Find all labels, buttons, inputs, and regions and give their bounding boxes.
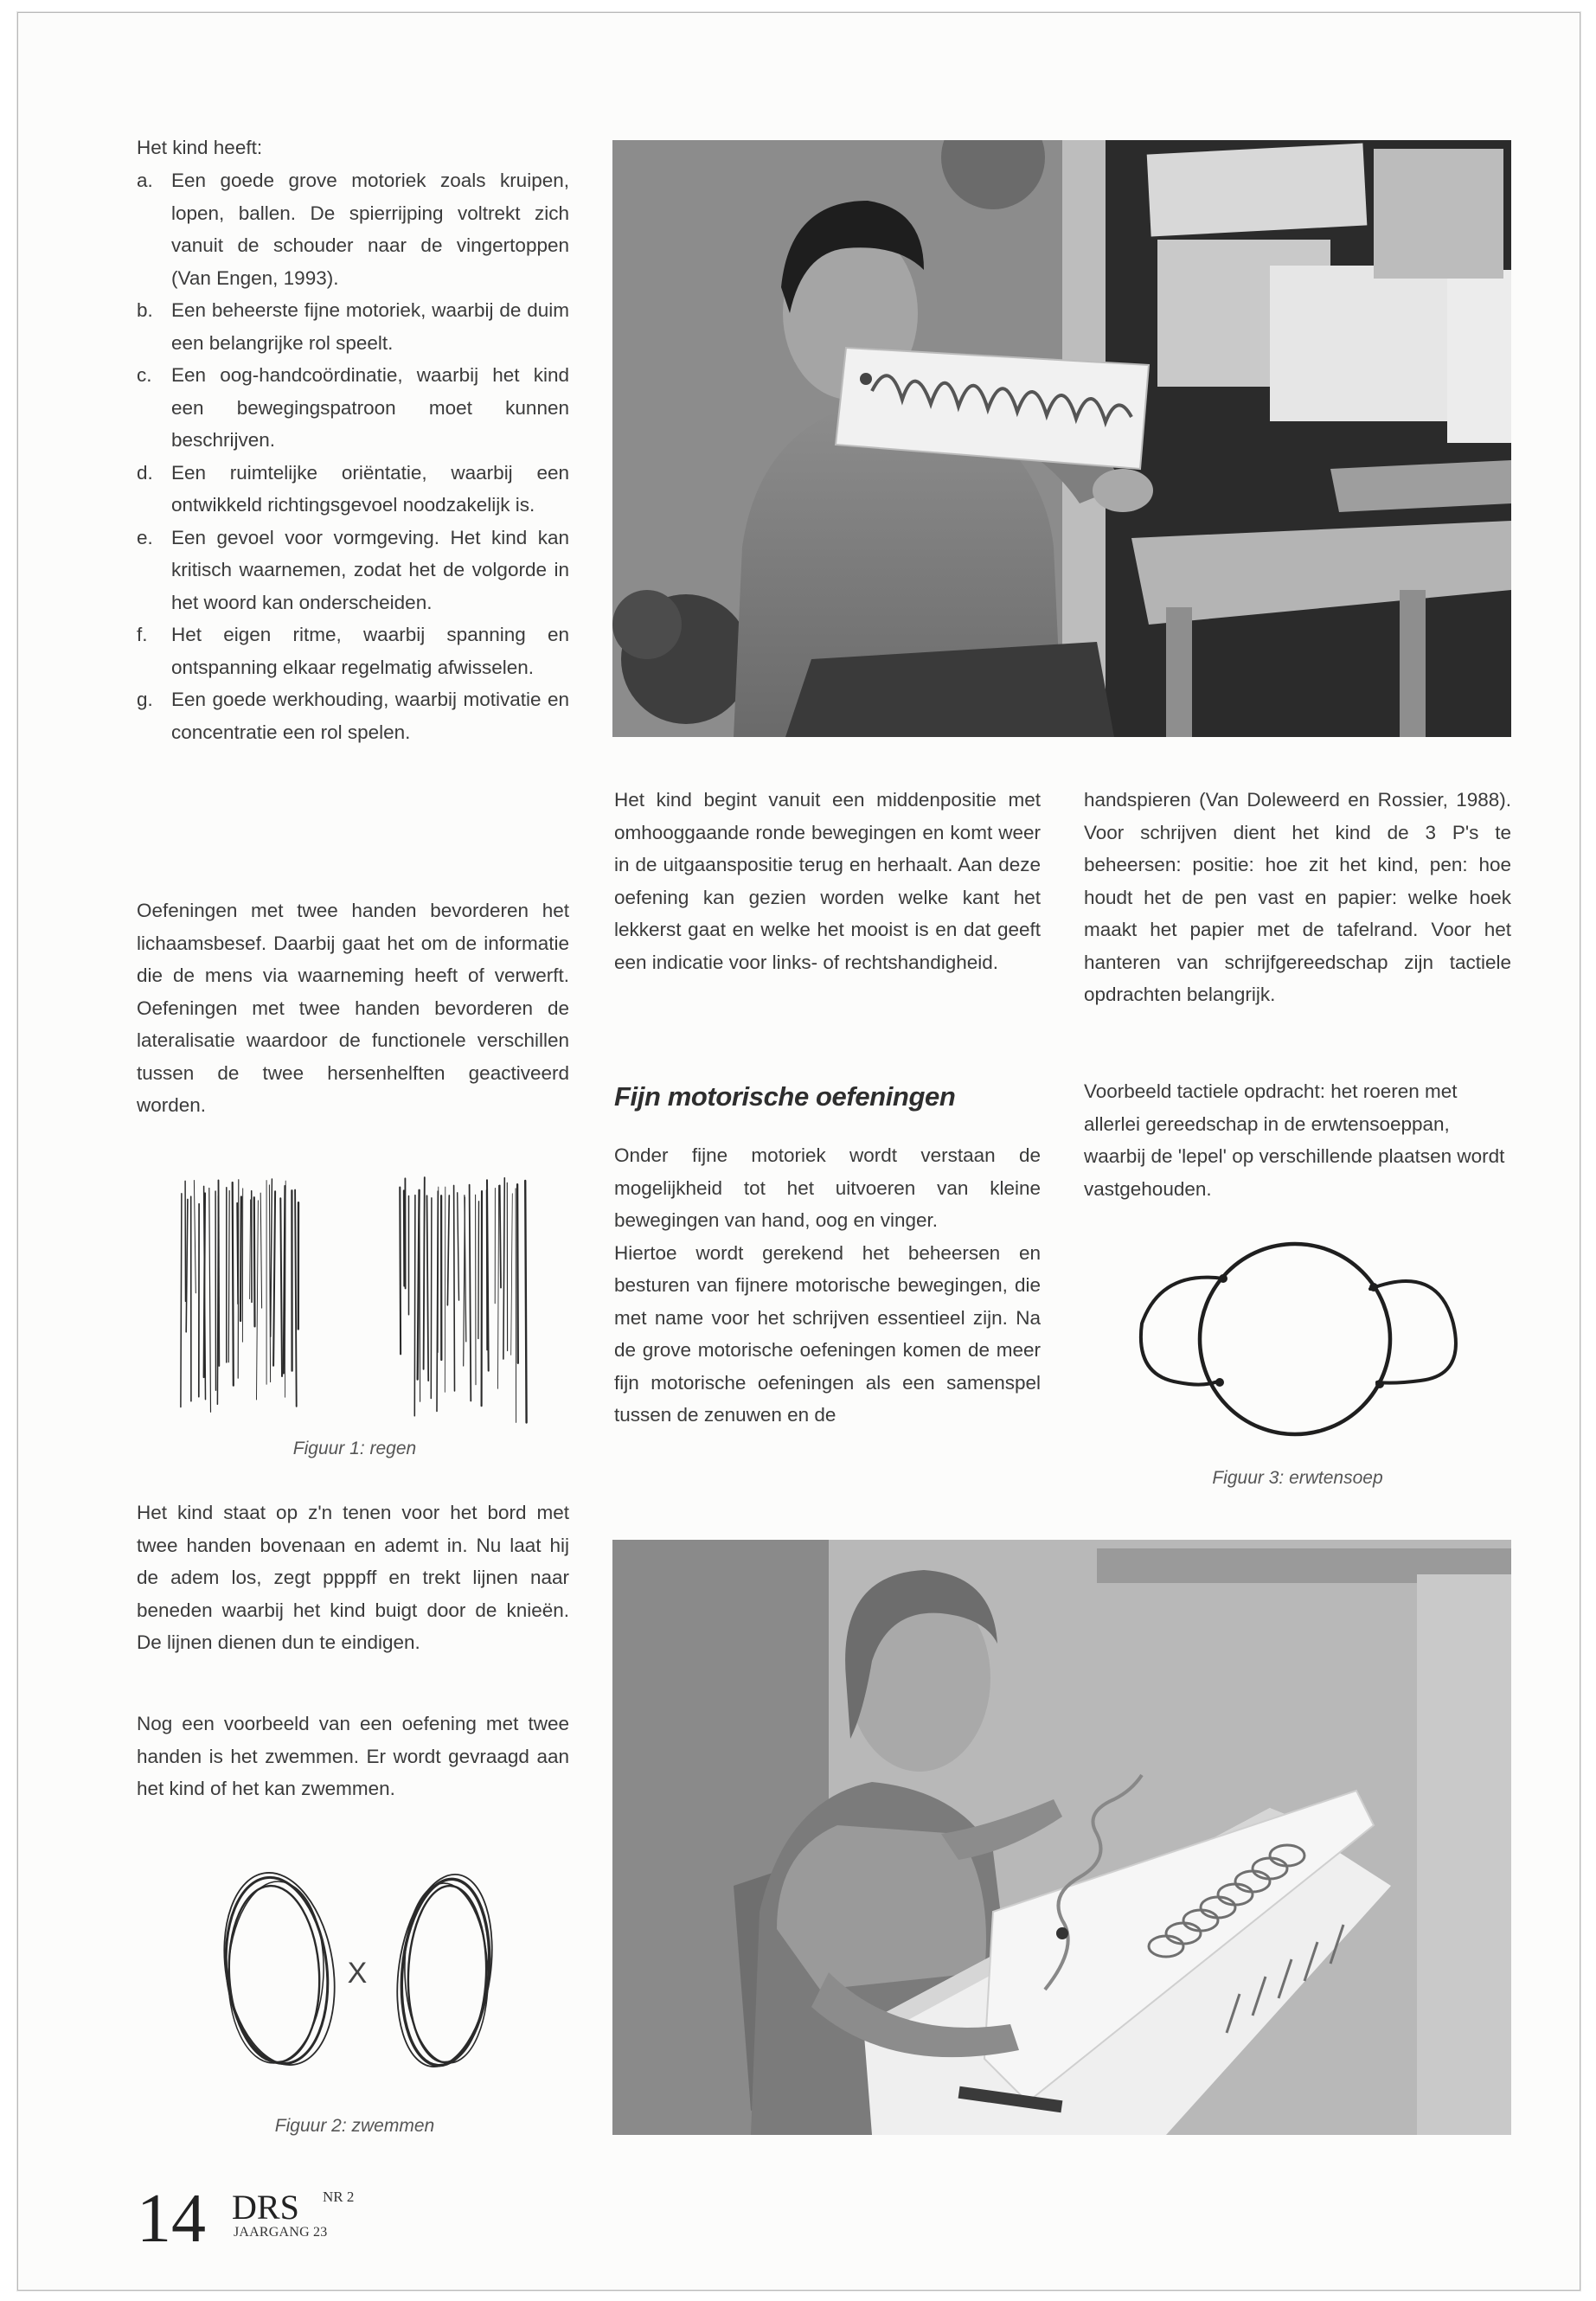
issue-number: NR 2 — [323, 2189, 355, 2205]
list-item-text: Een gevoel voor vormgeving. Het kind kan kritisch waarnemen, zodat het de volgorde in het woord kan onderscheiden. — [171, 526, 569, 613]
list-item-text: Een ruimtelijke oriëntatie, waarbij een ontwikkeld richtingsgevoel noodzakelijk is. — [171, 461, 569, 516]
list-marker: e. — [137, 526, 153, 548]
rain-stroke — [280, 1198, 282, 1376]
rain-stroke — [209, 1189, 211, 1413]
rain-stroke — [478, 1202, 479, 1339]
list-item — [137, 683, 569, 748]
rain-stroke — [427, 1195, 429, 1381]
rain-stroke — [454, 1185, 455, 1391]
photo-girl-tracing-patterns — [612, 1540, 1511, 2135]
figure-3-caption: Figuur 3: erwtensoep — [1212, 1468, 1383, 1488]
rain-stroke — [414, 1195, 415, 1416]
list-marker: a. — [137, 170, 153, 191]
rain-stroke — [447, 1195, 449, 1305]
figure-2-caption: Figuur 2: zwemmen — [274, 2116, 435, 2136]
rain-stroke — [269, 1185, 270, 1382]
rain-stroke — [271, 1179, 272, 1336]
rain-stroke — [204, 1193, 205, 1377]
rain-stroke — [186, 1199, 188, 1331]
rain-stroke — [431, 1198, 432, 1399]
paragraph-rain: Het kind staat op z'n tenen voor het bord met twee handen bovenaan en ademt in. Nu laat hij de adem los, zegt ppppff en trekt lijnen naar beneden waarbij het kind buigt door de knieën. De lijnen dienen dun te eindigen. — [137, 1502, 569, 1653]
paragraph-two-hands: Oefeningen met twee handen bevorderen het lichaamsbesef. Daarbij gaat het om de informatie die de mens via waarneming heeft of verwerft. Oefeningen met twee handen bevorderen de lateralisatie waardoor de functionele verschillen tussen de twee hersenhelften geactiveerd worden. — [137, 900, 569, 1116]
paragraph-fine-definition: Onder fijne motoriek wordt verstaan de mogelijkheid tot het uitvoeren van kleine bewegingen van hand, oog en vinger. — [614, 1144, 1041, 1231]
figure-soup-pan — [1126, 1228, 1472, 1453]
rain-stroke — [418, 1190, 420, 1380]
journal-name: DRS — [232, 2188, 299, 2227]
photo-girl-tracing-patterns-image — [612, 1540, 1511, 2135]
list-item — [137, 522, 569, 619]
rain-stroke — [228, 1191, 229, 1362]
rain-stroke — [219, 1180, 220, 1366]
section-heading-fine-motor: Fijn motorische oefeningen — [614, 1081, 956, 1112]
list-item — [137, 164, 569, 294]
photo-child-holding-card-image — [612, 140, 1511, 737]
rain-stroke — [240, 1197, 241, 1321]
paragraph-start-position: Het kind begint vanuit een middenpositie met omhooggaande ronde bewegingen en komt weer in de uitgaanspositie terug en herhaalt. Aan deze oefening kan gezien worden welke kant het lekkerst gaat en welke het mooist is en dat geeft een indicatie voor links- of rechtshandigheid. — [614, 789, 1041, 973]
figure-1-caption: Figuur 1: regen — [292, 1439, 417, 1458]
list-item — [137, 619, 569, 683]
rain-stroke — [404, 1190, 405, 1285]
rain-stroke — [500, 1185, 501, 1287]
swim-drawing — [203, 1851, 515, 2111]
section-fine-motor-body — [614, 1139, 1041, 1432]
figure-rain — [169, 1172, 549, 1432]
list-item — [137, 294, 569, 359]
rain-stroke — [498, 1185, 499, 1388]
rain-stroke — [400, 1188, 401, 1355]
list-marker: c. — [137, 364, 152, 386]
swim-cross-label: X — [347, 1957, 368, 1990]
page-number: 14 — [137, 2181, 206, 2257]
rain-stroke — [525, 1181, 526, 1423]
paragraph-fine-continued: Hiertoe wordt gerekend het beheersen en besturen van fijnere motorische bewegingen, die met name voor het schrijven essentieel zijn. Na de grove motorische oefeningen komen de meer fijn motorische oefeningen als een samenspel tussen de zenuwen en de — [614, 1241, 1041, 1426]
rain-stroke — [424, 1177, 425, 1369]
rain-stroke — [250, 1200, 251, 1299]
list-item-text: Een beheerste fijne motoriek, waarbij de duim een belangrijke rol speelt. — [171, 299, 569, 354]
rain-stroke — [503, 1178, 504, 1359]
rain-stroke — [438, 1187, 439, 1352]
rain-stroke — [194, 1181, 195, 1293]
list-marker: f. — [137, 624, 148, 645]
paragraph-swim: Nog een voorbeeld van een oefening met twee handen is het zwemmen. Er wordt gevraagd aan het kind of het kan zwemmen. — [137, 1713, 569, 1799]
list-marker: d. — [137, 461, 153, 484]
rain-stroke — [181, 1194, 182, 1407]
list-item-text: Een oog-handcoördinatie, waarbij het kind een bewegingspatroon moet kunnen beschrijven. — [171, 364, 569, 451]
list-marker: g. — [137, 689, 153, 710]
list-item — [137, 457, 569, 522]
skills-list — [137, 164, 569, 748]
list-item — [137, 359, 569, 457]
rain-stroke — [273, 1191, 275, 1365]
intro-line: Het kind heeft: — [137, 137, 263, 158]
rain-stroke — [470, 1185, 471, 1401]
rain-stroke — [260, 1193, 261, 1308]
rain-stroke — [295, 1190, 297, 1407]
soup-pan-drawing — [1126, 1228, 1472, 1453]
rain-stroke — [458, 1193, 459, 1300]
photo-child-holding-card — [612, 140, 1511, 737]
volume-label: JAARGANG 23 — [234, 2225, 328, 2240]
list-marker: b. — [137, 299, 153, 321]
figure-swim — [203, 1851, 515, 2111]
rain-stroke — [517, 1184, 518, 1363]
list-item-text: Het eigen ritme, waarbij spanning en ontspanning elkaar regelmatig afwisselen. — [171, 624, 569, 678]
paragraph-tactile: Voorbeeld tactiele opdracht: het roeren met allerlei gereedschap in de erwtensoeppan, waarbij de 'lepel' op verschillende plaatsen wordt vastgehouden. — [1084, 1080, 1505, 1200]
list-item-text: Een goede werkhouding, waarbij motivatie en concentratie een rol spelen. — [171, 689, 569, 743]
rain-stroke — [257, 1201, 259, 1400]
rain-stroke — [233, 1183, 234, 1386]
paragraph-hand-muscles: handspieren (Van Doleweerd en Rossier, 1988). Voor schrijven dient het kind de 3 P's te beheersen: positie: hoe zit het kind, pen: hoe houdt het de pen vast en papier: welke hoek maakt het papier met de tafelrand. Voor het hanteren van schrijfgereedschap zijn tactiele opdrachten belangrijk. — [1084, 789, 1511, 1005]
rain-drawing — [169, 1172, 549, 1432]
rain-stroke — [238, 1180, 239, 1379]
rain-stroke — [511, 1194, 513, 1356]
list-item-text: Een goede grove motoriek zoals kruipen, lopen, ballen. De spierrijping voltrekt zich vanuit de schouder naar de vingertoppen (Van Engen, 1993). — [171, 170, 569, 289]
rain-stroke — [254, 1197, 255, 1326]
